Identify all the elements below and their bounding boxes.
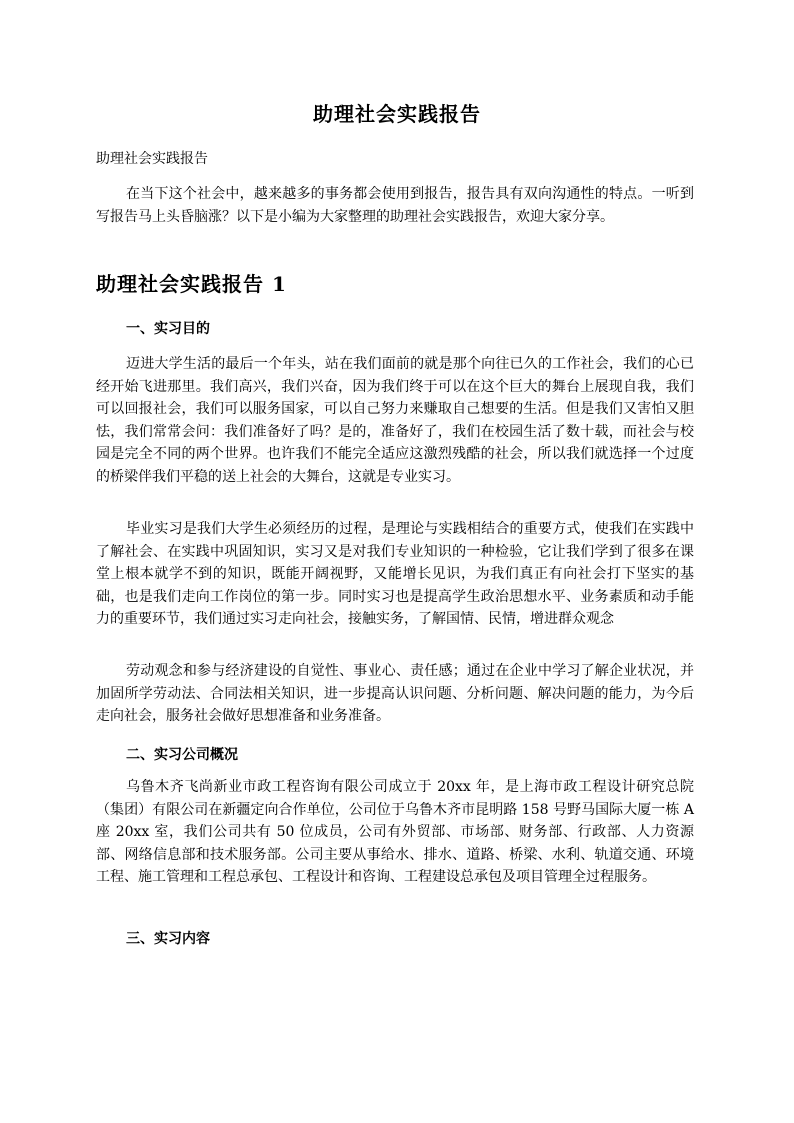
section-title: 助理社会实践报告 1 bbox=[96, 272, 287, 296]
intro-paragraph: 在当下这个社会中，越来越多的事务都会使用到报告，报告具有双向沟通性的特点。一听到写报告马上头昏脑涨？以下是小编为大家整理的助理社会实践报告，欢迎大家分享。 bbox=[96, 186, 694, 225]
document-title: 助理社会实践报告 bbox=[313, 102, 481, 126]
heading-content: 三、实习内容 bbox=[126, 931, 210, 947]
heading-purpose: 一、实习目的 bbox=[126, 321, 210, 337]
paragraph-company: 乌鲁木齐飞尚新业市政工程咨询有限公司成立于 20xx 年，是上海市政工程设计研究总院（集团）有限公司在新疆定向合作单位，公司位于乌鲁木齐市昆明路 158 号野马国际大厦一栋 A 座 20xx 室，我们公司共有 50 位成员，公司有外贸部、市场部、财务部、行政部、人力资源部、网络信息部和技术服务部。公司主要从事给水、排水、道路、桥梁、水利、轨道交通、环境工程、施工管理和工程总承包、工程设计和咨询、工程建设总承包及项目管理全过程服务。 bbox=[96, 779, 694, 885]
paragraph-purpose-3: 劳动观念和参与经济建设的自觉性、事业心、责任感；通过在企业中学习了解企业状况，并加固所学劳动法、合同法相关知识，进一步提高认识问题、分析问题、解决问题的能力，为今后走向社会，服务社会做好思想准备和业务准备。 bbox=[96, 663, 694, 724]
paragraph-purpose-2: 毕业实习是我们大学生必须经历的过程，是理论与实践相结合的重要方式，使我们在实践中了解社会、在实践中巩固知识，实习又是对我们专业知识的一种检验，它让我们学到了很多在课堂上根本就学不到的知识，既能开阔视野，又能增长见识，为我们真正有向社会打下坚实的基础，也是我们走向工作岗位的第一步。同时实习也是提高学生政治思想水平、业务素质和动手能力的重要环节，我们通过实习走向社会，接触实务，了解国情、民情，增进群众观念 bbox=[96, 521, 694, 627]
paragraph-purpose-1: 迈进大学生活的最后一个年头，站在我们面前的就是那个向往已久的工作社会，我们的心已经开始飞进那里。我们高兴，我们兴奋，因为我们终于可以在这个巨大的舞台上展现自我，我们可以回报社会，我们可以服务国家，可以自己努力来赚取自己想要的生活。但是我们又害怕又胆怯，我们常常会问：我们准备好了吗？是的，准备好了，我们在校园生活了数十载，而社会与校园是完全不同的两个世界。也许我们不能完全适应这激烈残酷的社会，所以我们就选择一个过度的桥梁伴我们平稳的送上社会的大舞台，这就是专业实习。 bbox=[96, 356, 694, 485]
document-subtitle: 助理社会实践报告 bbox=[96, 151, 208, 167]
heading-company: 二、实习公司概况 bbox=[126, 747, 238, 763]
